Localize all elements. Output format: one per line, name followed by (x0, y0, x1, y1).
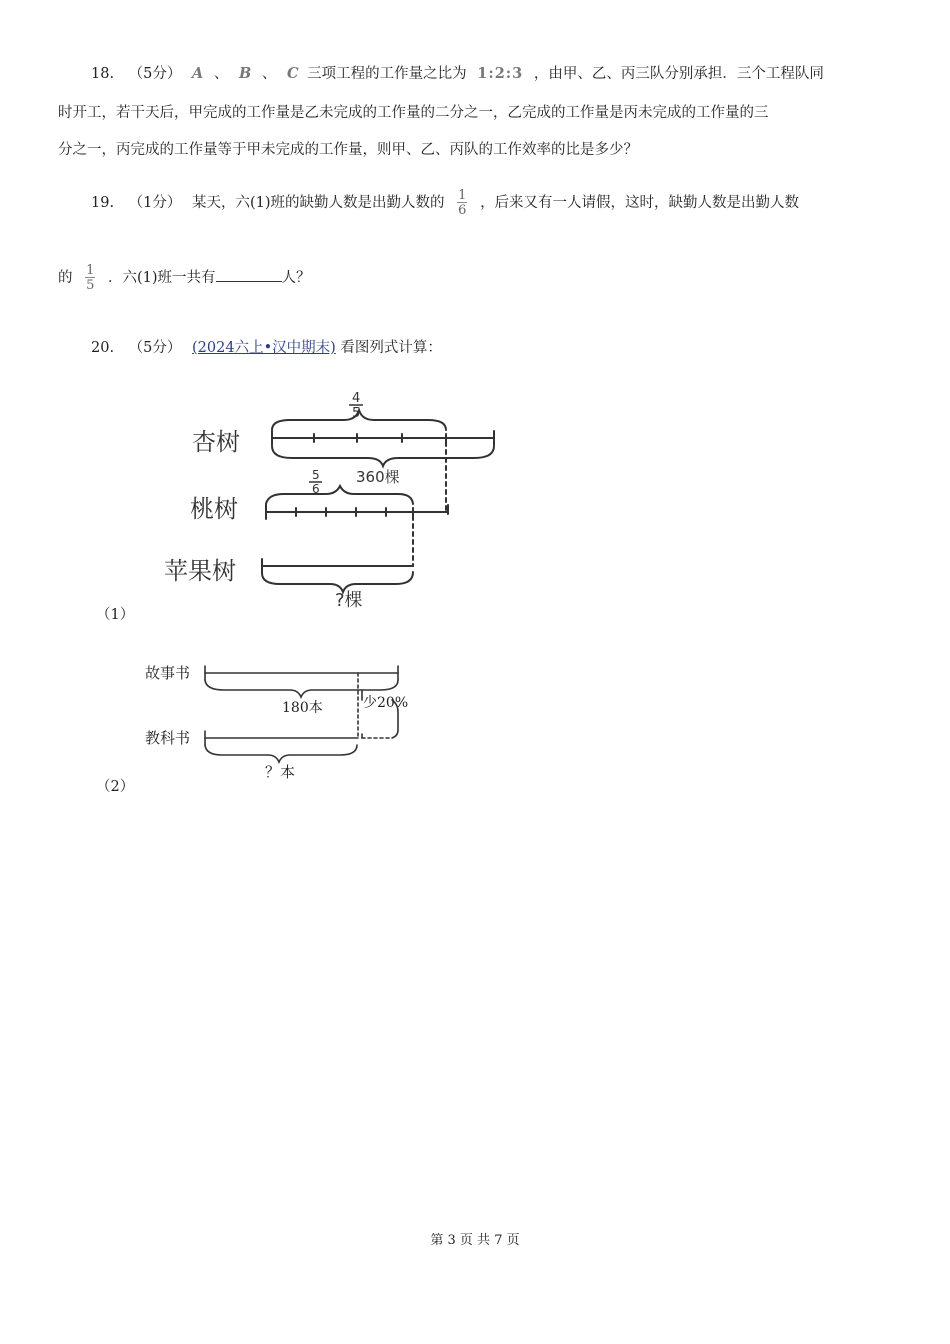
label-360: 360棵 (356, 468, 400, 486)
page-footer: 第 3 页 共 7 页 (430, 1233, 520, 1248)
fraction-numerator: 1 (86, 263, 95, 278)
part1-label: （1） (96, 607, 135, 623)
label-apricot: 杏树 (192, 428, 240, 456)
q20-instruction: 看图列式计算： (340, 340, 442, 356)
q20-source-link[interactable]: (2024六上•汉中期末) (192, 340, 336, 356)
q19-text3: 的 (58, 270, 73, 286)
label-180: 180本 (282, 700, 323, 716)
q18-line2: 时开工，若干天后，甲完成的工作量是乙未完成的工作量的二分之一，乙完成的工作量是丙未完成的工作量的三 (58, 105, 769, 121)
q19-text1: 某天，六(1)班的缺勤人数是出勤人数的 (192, 195, 445, 211)
label-textbook: 教科书 (145, 729, 191, 747)
part2-label: （2） (96, 779, 135, 795)
q18-sep: 、 (261, 66, 277, 82)
q19-text5: 人？ (281, 270, 311, 286)
q18-var-b: B (239, 65, 252, 82)
label-unknown-books: ？本 (265, 763, 296, 781)
q19-score: （1分） (128, 195, 182, 211)
q18-number: 18. (91, 66, 115, 82)
frac-mid-den: 6 (312, 482, 320, 496)
q18-ratio: 1:2:3 (477, 65, 524, 82)
fraction-denominator: 6 (458, 203, 467, 218)
fraction-denominator: 5 (86, 278, 95, 293)
q20-score: （5分） (128, 340, 182, 356)
fraction-numerator: 1 (458, 188, 467, 203)
frac-top-num: 4 (352, 391, 361, 406)
brace-textbook (205, 745, 357, 762)
q18-text1: 三项工程的工作量之比为 (307, 66, 467, 82)
label-storybook: 故事书 (145, 664, 191, 682)
q18-line3: 分之一，丙完成的工作量等于甲未完成的工作量，则甲、乙、丙队的工作效率的比是多少？ (58, 142, 638, 158)
q19-text2: ，后来又有一人请假，这时，缺勤人数是出勤人数 (480, 195, 800, 211)
q18-text2: ，由甲、乙、丙三队分别承担．三个工程队同 (533, 66, 824, 82)
q18-sep: 、 (213, 66, 229, 82)
q18-var-c: C (286, 65, 299, 82)
label-unknown-trees: ?棵 (335, 590, 363, 611)
q20-number: 20. (91, 340, 115, 356)
frac-top-den: 5 (352, 406, 361, 421)
q19-number: 19. (91, 195, 115, 211)
label-peach: 桃树 (190, 495, 238, 523)
q19-text4: ．六(1)班一共有 (108, 270, 216, 286)
label-less-20: 少20% (363, 695, 409, 711)
q18-score: （5分） (128, 66, 182, 82)
label-apple: 苹果树 (164, 557, 236, 585)
frac-mid-num: 5 (312, 468, 320, 482)
q18-var-a: A (192, 65, 204, 82)
